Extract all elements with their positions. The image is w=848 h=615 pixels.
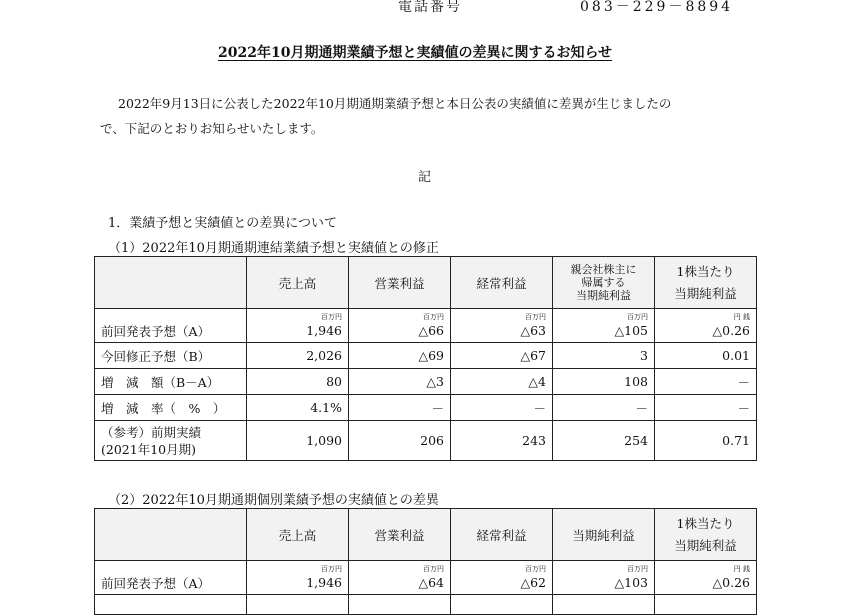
table-row: 前回発表予想（A） 百万円 1,946 百万円 △64 百万円 △62 百万円 △103 円 銭 △0.26	[95, 561, 757, 595]
table-row: 増 減 率（ % ） 4.1% － － － －	[95, 395, 757, 421]
header-operating-profit: 営業利益	[349, 509, 451, 561]
table-row	[95, 595, 757, 615]
document-title: 2022年10月期通期業績予想と実績値の差異に関するお知らせ	[218, 45, 613, 61]
table-header-row	[95, 509, 757, 561]
subsection-1-title: （1）2022年10月期通期連結業績予想と実績値との修正	[108, 241, 439, 256]
phone-label: 電話番号	[398, 0, 462, 15]
table-row: （参考）前期実績 (2021年10月期) 1,090 206 243 254 0.71	[95, 421, 757, 461]
header-sales: 売上高	[247, 509, 349, 561]
non-consolidated-table	[94, 508, 757, 615]
table-row: 前回発表予想（A） 百万円 1,946 百万円 △66 百万円 △63 百万円 △105 円 銭 △0.26	[95, 309, 757, 343]
intro-line-1: 2022年9月13日に公表した2022年10月期通期業績予想と本日公表の実績値に差異が生じましたの	[118, 96, 672, 111]
intro-line-2: で、下記のとおりお知らせいたします。	[100, 121, 324, 136]
header-eps: 1株当たり 当期純利益	[655, 509, 757, 561]
header-net-income: 当期純利益	[553, 509, 655, 561]
header-corner	[95, 257, 247, 309]
phone-number: 083－229－8894	[580, 0, 734, 15]
section-heading: 1．業績予想と実績値との差異について	[108, 216, 338, 231]
subsection-2-title: （2）2022年10月期通期個別業績予想の実績値との差異	[108, 493, 439, 508]
ki-heading: 記	[418, 170, 432, 185]
table-row: 今回修正予想（B） 2,026 △69 △67 3 0.01	[95, 343, 757, 369]
table-header-row	[95, 257, 757, 309]
header-corner	[95, 509, 247, 561]
table-row: 増 減 額（B－A） 80 △3 △4 108 －	[95, 369, 757, 395]
header-ordinary-profit: 経常利益	[451, 509, 553, 561]
header-ordinary-profit: 経常利益	[451, 257, 553, 309]
consolidated-table	[94, 256, 757, 461]
header-eps: 1株当たり 当期純利益	[655, 257, 757, 309]
header-sales: 売上高	[247, 257, 349, 309]
header-net-income-parent: 親会社株主に 帰属する 当期純利益	[553, 257, 655, 309]
header-operating-profit: 営業利益	[349, 257, 451, 309]
